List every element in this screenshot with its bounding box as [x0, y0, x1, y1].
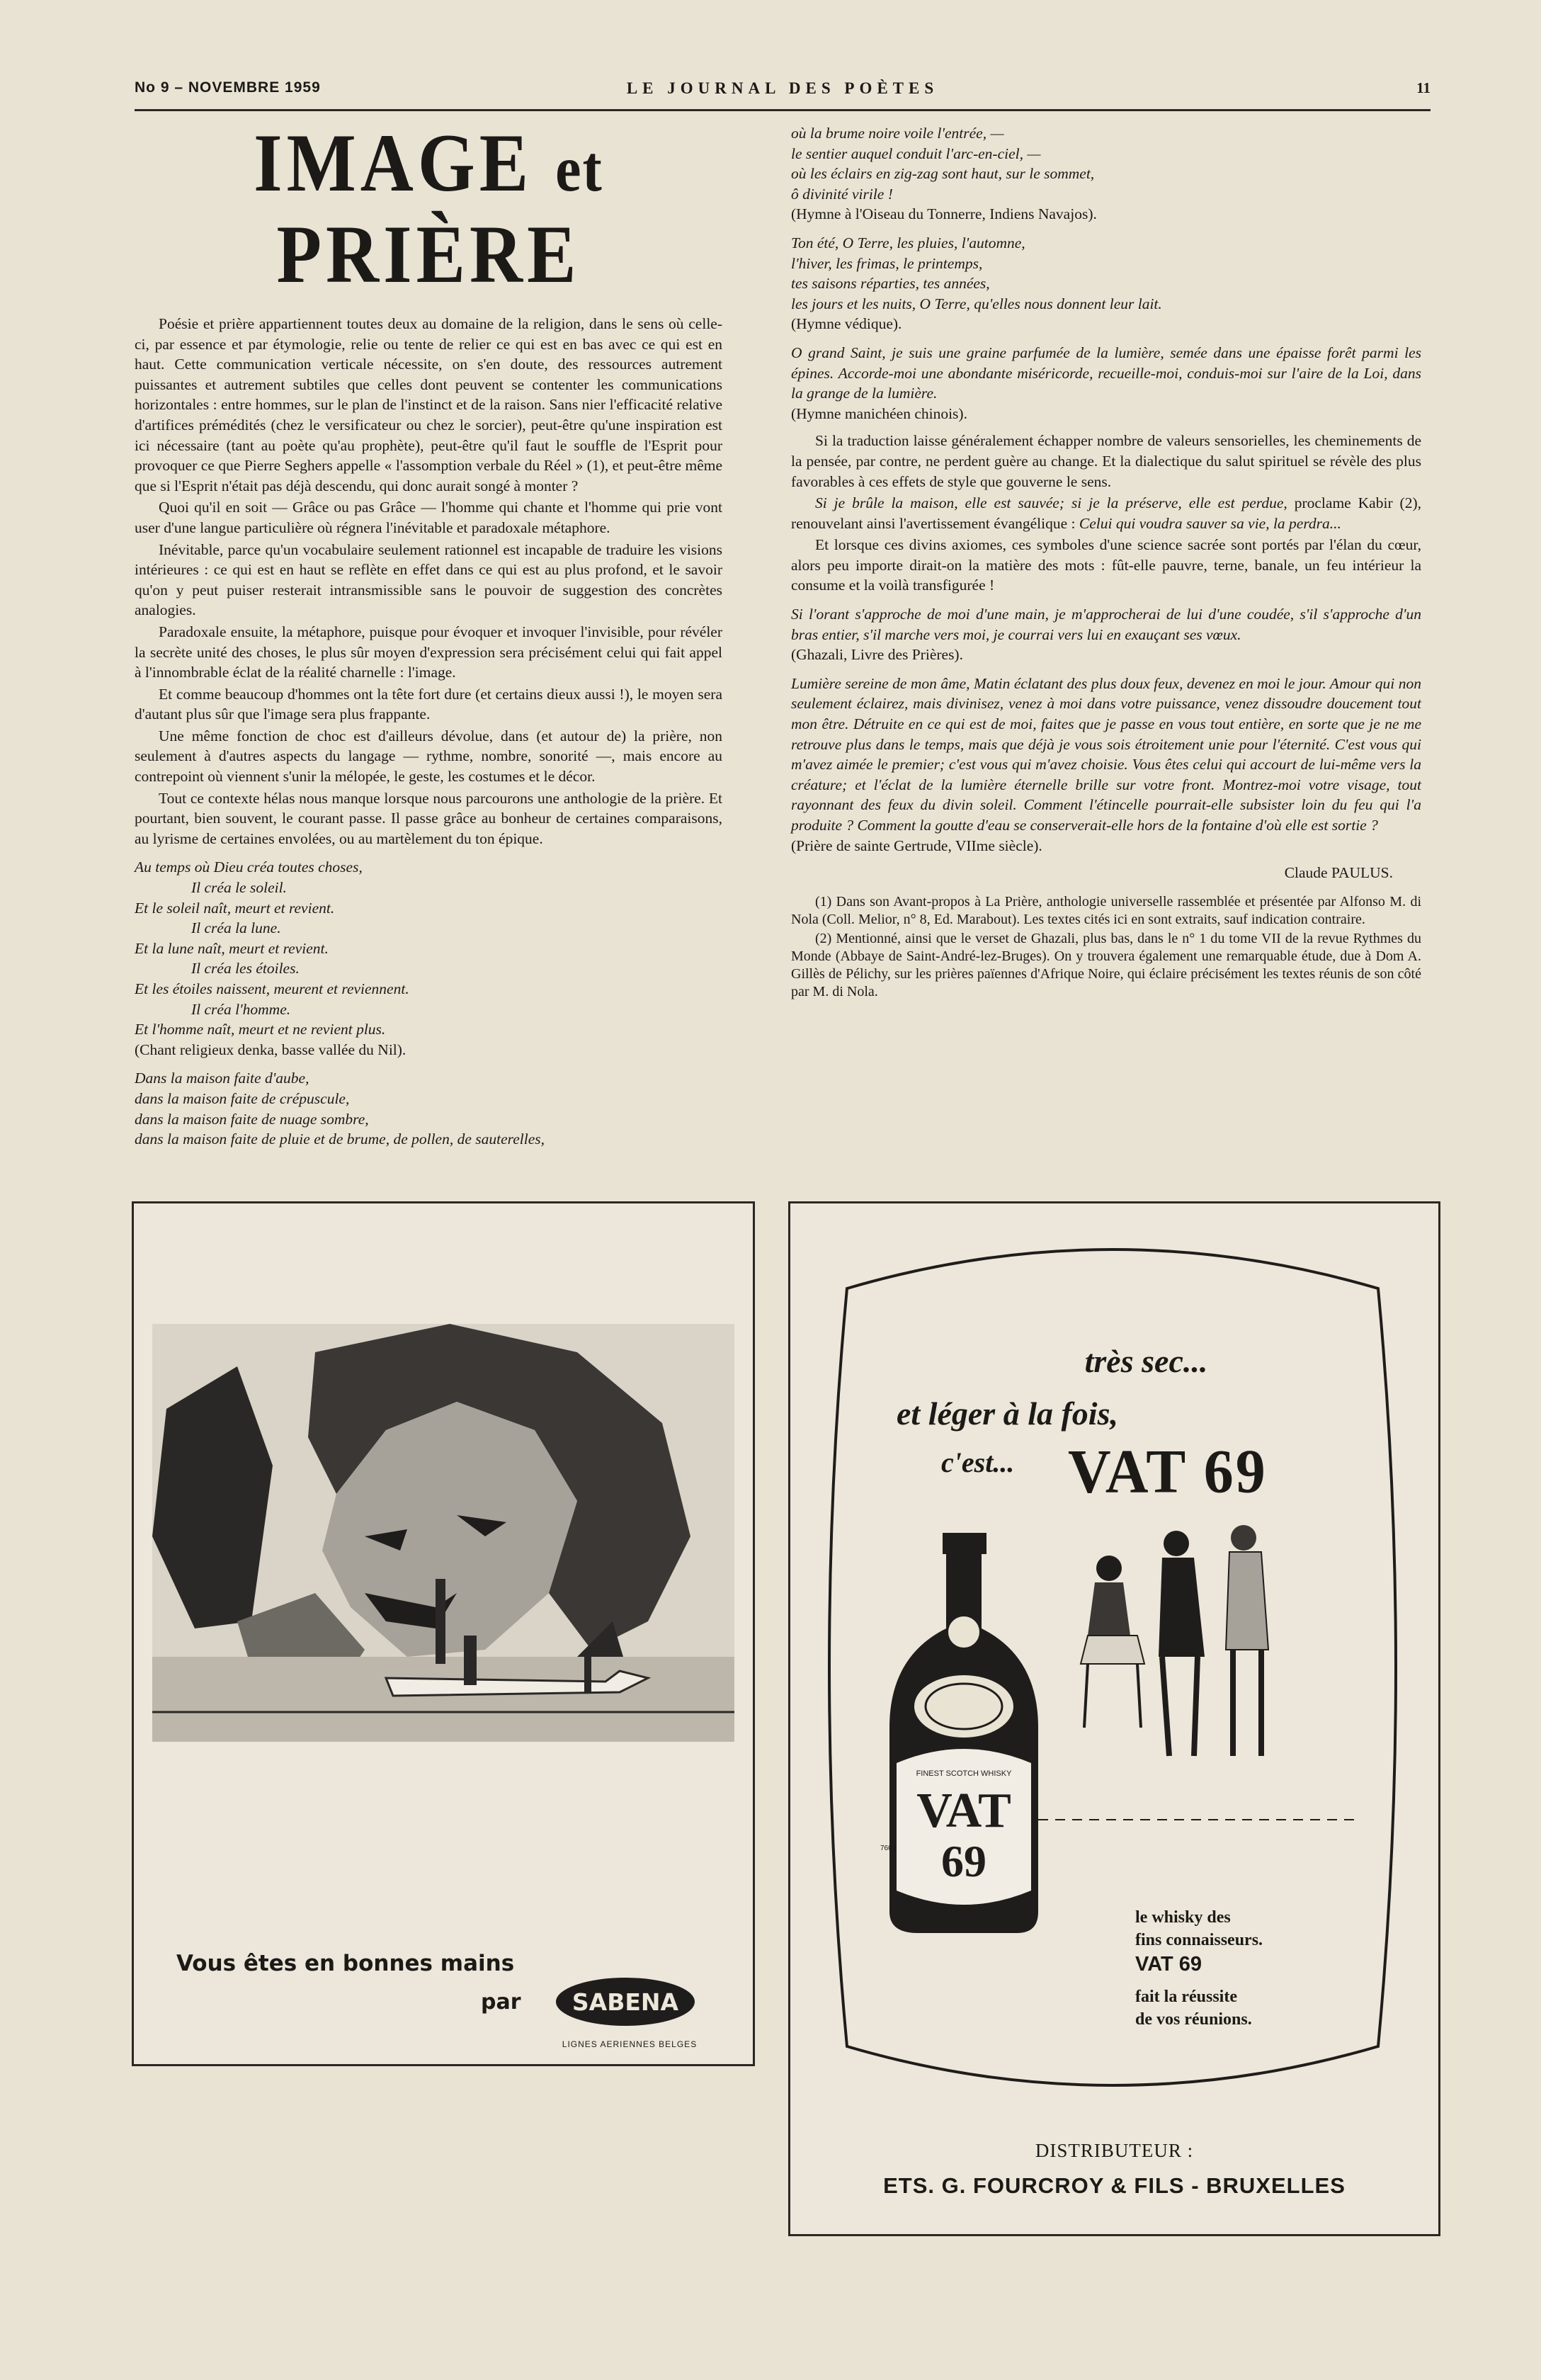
bottle-label-69: 69 [941, 1836, 986, 1886]
poem-line: tes saisons réparties, tes années, [791, 275, 990, 293]
poem-line: Il créa les étoiles. [191, 960, 300, 978]
sabena-par: par [481, 1990, 521, 2014]
journal-name: LE JOURNAL DES POÈTES [626, 79, 939, 97]
poem-source: (Hymne manichéen chinois). [791, 404, 967, 422]
footnote: (2) Mentionné, ainsi que le verset de Ghazali, plus bas, dans le n° 1 du tome VII de la revue Rythmes du Monde (Abbaye de Saint-André-lez-Bruges). On y trouvera également une remarquable étude, due à Dom A. Gillès de Pélichy, sur les prières païennes d'Afrique Noire, qui éclaire précisément les textes réunis de son côté par M. di Nola. [791, 930, 1421, 999]
poem-line: l'hiver, les frimas, le printemps, [791, 254, 983, 272]
tag-line: de vos réunions. [1135, 2010, 1252, 2029]
poem-source: (Chant religieux denka, basse vallée du Nil). [135, 1041, 406, 1058]
sabena-advertisement [132, 1201, 755, 2066]
title-word-image: IMAGE [254, 118, 533, 209]
paragraph: Inévitable, parce qu'un vocabulaire seulement rationnel est incapable de traduire les visions intérieures : ce qui est en haut se reflète en effet dans ce qui est au plus profond, et le savoir qu'on y peut puiser resterait intransmissible sans le pouvoir de suggestion des concrètes analogies. [135, 540, 722, 619]
paragraph-kabir [791, 493, 1421, 533]
footnotes [791, 893, 1421, 1001]
distributor-label: DISTRIBUTEUR : [1035, 2140, 1194, 2161]
paragraph: Et lorsque ces divins axiomes, ces symboles d'une science sacrée sont portés par l'élan du cœur, alors peu importe dirait-on la matière des mots : fût-elle pauvre, terne, banale, un feu intérieur la consume et la voilà transfigurée ! [791, 536, 1421, 594]
poem-gertrude [791, 674, 1421, 856]
paragraph: Tout ce contexte hélas nous manque lorsque nous parcourons une anthologie de la prière. Et pourtant, bien souvent, le courant passe. Il passe grâce au bonheur de certaines comparaisons, au lyrisme de certaines envolées, ou au martèlement du ton épique. [135, 789, 722, 847]
vat-tag-brand: VAT 69 [1135, 1953, 1202, 1976]
vat-tagline-1: très sec... [1084, 1343, 1208, 1379]
tag-line: le whisky des [1135, 1908, 1231, 1927]
poem-line: où la brume noire voile l'entrée, — [791, 125, 1004, 142]
kabir-quote: Si je brûle la maison, elle est sauvée; si je la préserve, elle est perdue, [815, 494, 1287, 512]
vat-tag-connoisseurs [1135, 1906, 1263, 1951]
poem-denka [135, 857, 722, 1060]
poem-line: Et le soleil naît, meurt et revient. [135, 899, 335, 917]
poem-line: dans la maison faite de nuage sombre, [135, 1110, 369, 1128]
poem-line: dans la maison faite de pluie et de brume, de pollen, de sauterelles, [135, 1130, 545, 1148]
bottle-and-people-illustration [875, 1494, 1371, 1947]
poem-source: (Prière de sainte Gertrude, VIIme siècle). [791, 837, 1042, 854]
bottle-label-vat: VAT [916, 1784, 1011, 1838]
article-left-column [135, 118, 722, 1157]
poem-ghazali [791, 604, 1421, 665]
poem-line: Ton été, O Terre, les pluies, l'automne, [791, 234, 1025, 251]
poem-navajo-start [135, 1068, 722, 1149]
poem-navajo-end [791, 123, 1421, 225]
poem-manichean [791, 343, 1421, 424]
paragraph: Une même fonction de choc est d'ailleurs dévolue, dans (et autour de) la prière, non seulement à d'autres aspects du langage — rythme, nombre, sonorité —, mais encore au contrepoint où viennent s'unir la mélopée, le geste, les costumes et le décor. [135, 727, 722, 786]
poem-line: dans la maison faite de crépuscule, [135, 1089, 350, 1107]
poem-line: Et les étoiles naissent, meurent et reviennent. [135, 980, 409, 997]
poem-text: Si l'orant s'approche de moi d'une main, je m'approcherai de lui d'une coudée, s'il s'approche d'un bras entier, s'il marche vers moi, je courrai vers lui en exauçant ses vœux. [791, 606, 1421, 643]
poem-source: (Hymne védique). [791, 315, 902, 333]
poem-text: Lumière sereine de mon âme, Matin éclatant des plus doux feux, devenez en moi le jour. Amour qui non seulement éclairez, mais divinisez, venez à moi dans votre puissance, venez dissoudre doucement tout mon être. Détruite en ce qui est de moi, faites que je passe en vous tout entière, en sorte que je ne me retrouve plus dans le temps, mais que déjà je vous sois étroitement unie pour l'éternité. C'est vous qui m'avez aimée le premier; c'est vous qui m'avez choisie. Vous êtes celui qui accourt de lui-même vers la créature; et l'éclat de la lumière éternelle brille sur votre front. Montrez-moi votre visage, tout rayonnant des feux du divin soleil. Comment l'étincelle pourrait-elle subsister loin du feu qui l'a produite ? Comment la goutte d'eau se conserverait-elle hors de la fontaine d'où elle est sortie ? [791, 674, 1421, 834]
tag-line: fins connaisseurs. [1135, 1931, 1263, 1949]
title-word-priere: PRIÈRE [276, 208, 581, 300]
vat-tagline-3: c'est... [941, 1446, 1015, 1478]
poem-line: le sentier auquel conduit l'arc-en-ciel, — [791, 144, 1041, 162]
sabena-logo-text: SABENA [572, 1988, 679, 2016]
poem-text: O grand Saint, je suis une graine parfumée de la lumière, semée dans une épaisse forêt parmi les épines. Accorde-moi une abondante miséricorde, recueille-moi, conduis-moi sur l'aire de la Loi, dans la grange de la lumière. [791, 344, 1421, 402]
page-header [135, 76, 1431, 111]
poem-line: Il créa la lune. [191, 919, 281, 937]
woman-portrait-illustration [152, 1324, 734, 1742]
bottle-label-top: FINEST SCOTCH WHISKY [916, 1769, 1012, 1778]
vat-tagline-2: et léger à la fois, [897, 1395, 1118, 1432]
paragraph: Quoi qu'il en soit — Grâce ou pas Grâce — l'homme qui chante et l'homme qui prie vont user d'une langue particulière où régnera l'inévitable et paradoxale métaphore. [135, 499, 722, 536]
vat69-advertisement [788, 1201, 1440, 2236]
ad-code: 7609 [880, 1844, 897, 1852]
paragraph: Paradoxale ensuite, la métaphore, puisque pour évoquer et invoquer l'invisible, pour révéler la secrète unité des choses, le plus sûr moyen d'expression sera précisément celui qui fait appel à l'innombrable éclat de la réalité charnelle : l'image. [135, 623, 722, 681]
poem-source: (Hymne à l'Oiseau du Tonnerre, Indiens Navajos). [791, 205, 1097, 223]
poem-line: Il créa le soleil. [191, 879, 287, 897]
paragraph-text: proclame Kabir (2), renouvelant ainsi l'avertissement évangélique : [791, 494, 1421, 532]
sabena-logo [555, 1976, 696, 2028]
author-signature: Claude PAULUS. [1284, 864, 1393, 882]
title-word-et: et [555, 132, 603, 205]
vat-tag-reunions [1135, 1985, 1252, 2031]
tag-line: fait la réussite [1135, 1988, 1237, 2006]
gospel-quote: Celui qui voudra sauver sa vie, la perdra... [1079, 514, 1341, 532]
poem-line: les jours et les nuits, O Terre, qu'elles nous donnent leur lait. [791, 295, 1162, 312]
article-right-column [791, 122, 1421, 1002]
poem-line: Et l'homme naît, meurt et ne revient plus. [135, 1021, 386, 1038]
poem-line: où les éclairs en zig-zag sont haut, sur le sommet, [791, 165, 1095, 183]
vat-brand-name: VAT 69 [1068, 1436, 1268, 1507]
poem-line: ô divinité virile ! [791, 185, 893, 203]
poem-vedic [791, 233, 1421, 334]
issue-date: No 9 – NOVEMBRE 1959 [135, 79, 321, 96]
poem-line: Au temps où Dieu créa toutes choses, [135, 858, 363, 876]
article-title [135, 118, 722, 300]
paragraph: Et comme beaucoup d'hommes ont la tête fort dure (et certains dieux aussi !), le moyen sera d'autant plus sûr que l'image sera plus frappante. [135, 685, 722, 723]
poem-line: Et la lune naît, meurt et revient. [135, 939, 329, 957]
paragraph: Poésie et prière appartiennent toutes deux au domaine de la religion, dans le sens où celle-ci, par essence et par étymologie, relie ou tente de relier ce qui est en bas avec ce qui est en haut. Cette communication verticale nécessite, on s'en doute, des ressources autrement puissantes et autrement subtiles que celles dont peuvent se contenter les communications horizontales : entre hommes, sur le plan de l'instinct et de la raison. Sans nier l'efficacité relative d'artifices prémédités (chez le versificateur ou chez le sorcier), peut-être qu'une inspiration est ici nécessaire (tant au poète qu'au prophète), peut-être qu'il faut le souffle de l'Esprit pour provoquer ce que Pierre Seghers appelle « l'assomption verbale du Réel » (1), et peut-être même que si l'Esprit n'était pas déjà descendu, qui donc aurait songé à monter ? [135, 315, 722, 494]
footnote: (1) Dans son Avant-propos à La Prière, anthologie universelle rassemblée et présentée par Alfonso M. di Nola (Coll. Melior, n° 8, Ed. Marabout). Les textes cités ici en sont extraits, sauf indication contraire. [791, 893, 1421, 927]
distributor-name: ETS. G. FOURCROY & FILS - BRUXELLES [883, 2173, 1346, 2198]
sabena-slogan: Vous êtes en bonnes mains [176, 1951, 515, 1976]
poem-source: (Ghazali, Livre des Prières). [791, 646, 963, 664]
poem-line: Dans la maison faite d'aube, [135, 1070, 309, 1087]
page-number: 11 [1416, 79, 1431, 96]
poem-line: Il créa l'homme. [191, 1000, 291, 1018]
sabena-subtitle: LIGNES AERIENNES BELGES [562, 2039, 698, 2049]
paragraph: Si la traduction laisse généralement échapper nombre de valeurs sensorielles, les cheminements de la pensée, par contre, ne perdent guère au change. Et la dialectique du salut spirituel se révèle des plus favorables à ces effets de style que gouverne le sens. [791, 432, 1421, 490]
